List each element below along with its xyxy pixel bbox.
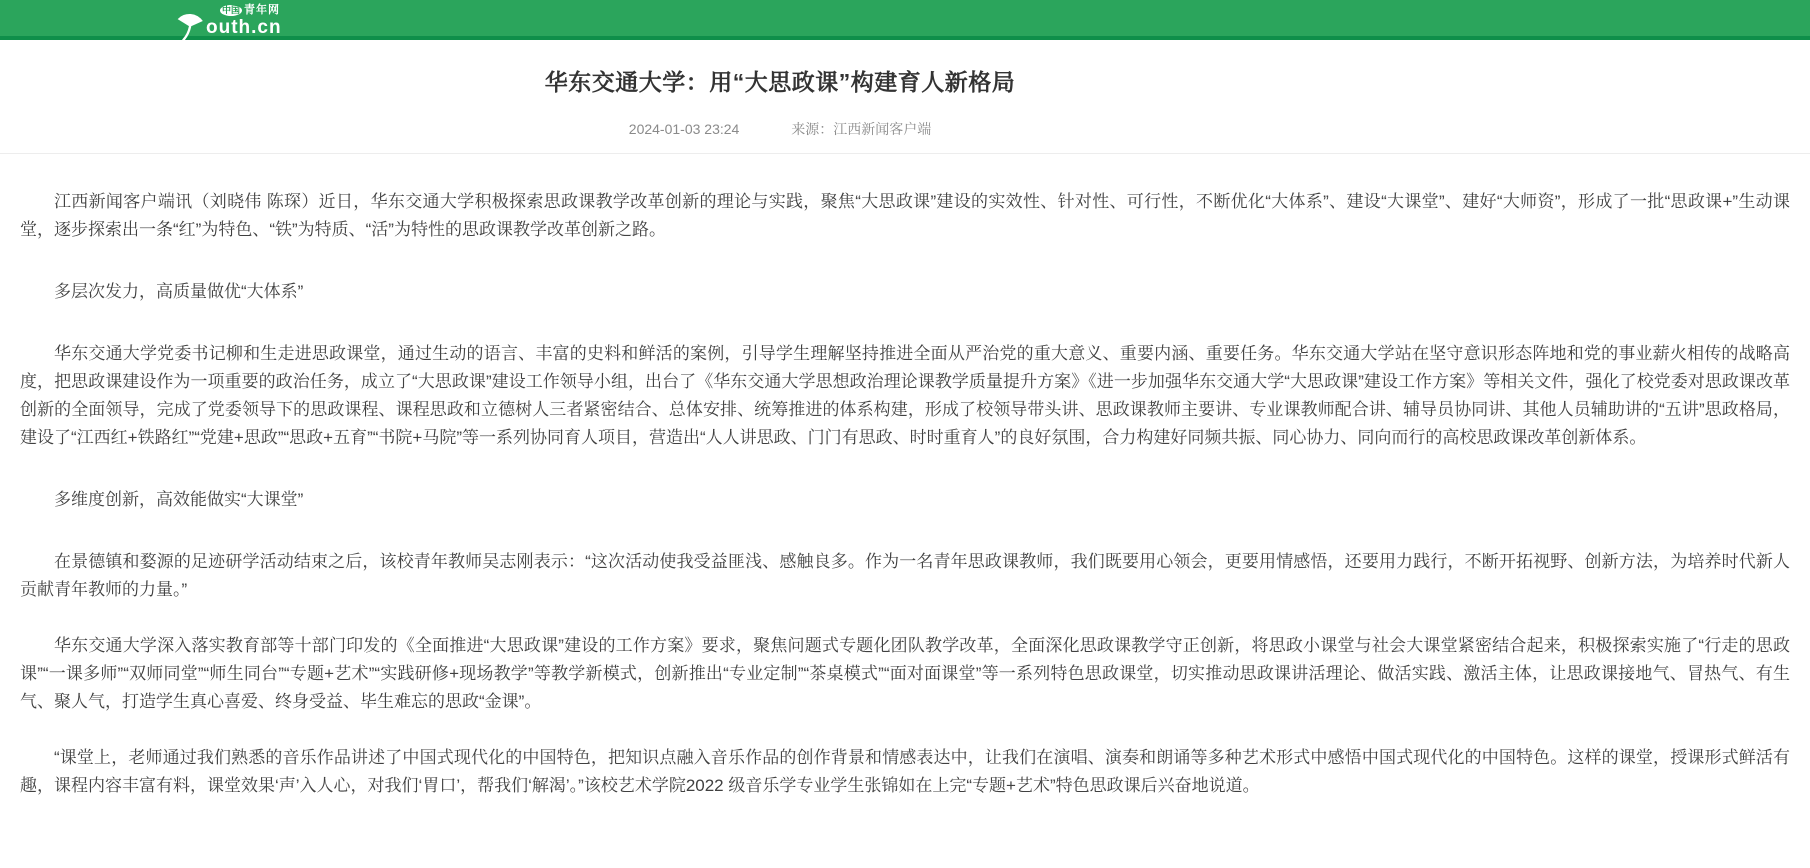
- article-body: [0, 154, 1810, 868]
- article-paragraph: 在景德镇和婺源的足迹研学活动结束之后，该校青年教师吴志刚表示：“这次活动使我受益匪浅、感触良多。作为一名青年思政课教师，我们既要用心领会，更要用情感悟，还要用力践行，不断开拓视野、创新方法，为培养时代新人贡献青年教师的力量。”: [20, 552, 1790, 599]
- meta-separator: [0, 97, 1810, 154]
- publish-date: 2024-01-03 23:24: [628, 121, 740, 137]
- logo-cn-name: 青年网: [244, 4, 281, 16]
- article-subheading: 多维度创新，高效能做实“大课堂”: [54, 490, 304, 509]
- logo-brand-text: outh.cn: [206, 17, 282, 38]
- article-source: 来源：江西新闻客户端: [791, 121, 932, 137]
- article-subheading: 多层次发力，高质量做优“大体系”: [54, 282, 304, 301]
- logo-china-badge: 中国: [222, 5, 241, 15]
- article-paragraph: 华东交通大学深入落实教育部等十部门印发的《全面推进“大思政课”建设的工作方案》要求，聚焦问题式专题化团队教学改革，全面深化思政课教学守正创新，将思政小课堂与社会大课堂紧密结合起来，积极探索实施了“行走的思政课”“一课多师”“双师同堂”“师生同台”“专题+艺术”“实践研修+现场教学”等教学新模式，创新推出“专业定制”“茶桌模式”“面对面课堂”等一系列特色思政课堂，切实推动思政课讲活理论、做活实践、激活主体，让思政课接地气、冒热气、有生气、聚人气，打造学生真心喜爱、终身受益、毕生难忘的思政“金课”。: [20, 636, 1790, 711]
- site-header-bar: [0, 0, 1810, 40]
- article-paragraph: “课堂上，老师通过我们熟悉的音乐作品讲述了中国式现代化的中国特色，把知识点融入音乐作品的创作背景和情感表达中，让我们在演唱、演奏和朗诵等多种艺术形式中感悟中国式现代化的中国特色。这样的课堂，授课形式鲜活有趣，课程内容丰富有料，课堂效果‘声’入人心，对我们‘胃口’，帮我们‘解渴’。”该校艺术学院2022 级音乐学专业学生张锦如在上完“专题+艺术”特色思政课后兴奋地说道。: [20, 748, 1790, 795]
- logo-text: [206, 5, 282, 40]
- article-paragraph: 江西新闻客户端讯（刘晓伟 陈琛）近日，华东交通大学积极探索思政课教学改革创新的理论与实践，聚焦“大思政课”建设的实效性、针对性、可行性，不断优化“大体系”、建设“大课堂”、建好“大师资”，形成了一批“思政课+”生动课堂，逐步探索出一条“红”为特色、“铁”为特质、“活”为特性的思政课教学改革创新之路。: [20, 192, 1790, 239]
- article-paragraph: 华东交通大学党委书记柳和生走进思政课堂，通过生动的语言、丰富的史料和鲜活的案例，引导学生理解坚持推进全面从严治党的重大意义、重要内涵、重要任务。华东交通大学站在坚守意识形态阵地和党的事业薪火相传的战略高度，把思政课建设作为一项重要的政治任务，成立了“大思政课”建设工作领导小组，出台了《华东交通大学思想政治理论课教学质量提升方案》《进一步加强华东交通大学“大思政课”建设工作方案》等相关文件，强化了校党委对思政课改革创新的全面领导，完成了党委领导下的思政课程、课程思政和立德树人三者紧密结合、总体安排、统筹推进的体系构建，形成了校领导带头讲、思政课教师主要讲、专业课教师配合讲、辅导员协同讲、其他人员辅助讲的“五讲”思政格局，建设了“江西红+铁路红”“党建+思政”“思政+五育”“书院+马院”等一系列协同育人项目，营造出“人人讲思政、门门有思政、时时重育人”的良好氛围，合力构建好同频共振、同心协力、同向而行的高校思政课改革创新体系。: [20, 344, 1790, 447]
- page-title: 华东交通大学：用“大思政课”构建育人新格局: [544, 69, 1016, 95]
- article-header: [0, 40, 1810, 154]
- youthcn-logo-link[interactable]: [168, 2, 282, 40]
